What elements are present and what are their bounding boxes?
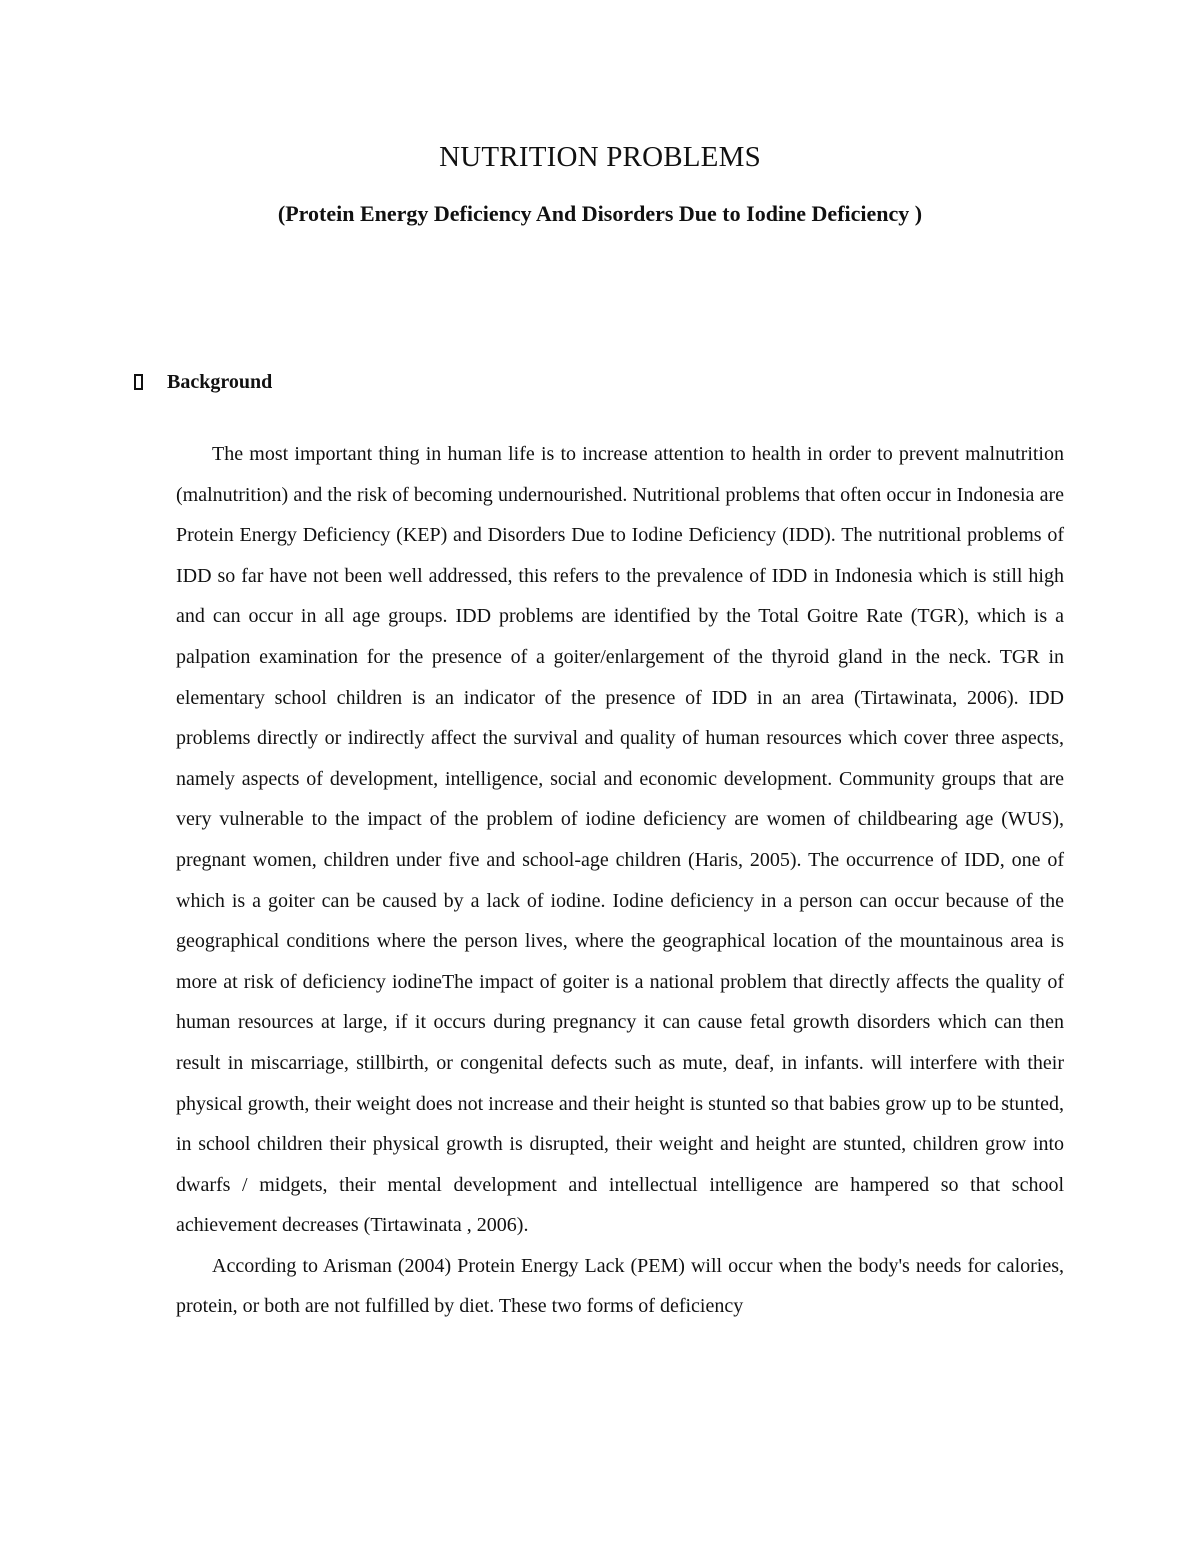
section-title: Background — [167, 370, 273, 393]
paragraph: The most important thing in human life is to increase attention to health in order to prevent malnutrition (malnutrition) and the risk of becoming undernourished. Nutritional problems that often occur in Indonesia are Protein Energy Deficiency (KEP) and Disorders Due to Iodine Deficiency (IDD). The nutritional problems of IDD so far have not been well addressed, this refers to the prevalence of IDD in Indonesia which is still high and can occur in all age groups. IDD problems are identified by the Total Goitre Rate (TGR), which is a palpation examination for the presence of a goiter/enlargement of the thyroid gland in the neck. TGR in elementary school children is an indicator of the presence of IDD in an area (Tirtawinata, 2006). IDD problems directly or indirectly affect the survival and quality of human resources which cover three aspects, namely aspects of development, intelligence, social and economic development. Community groups that are very vulnerable to the impact of the problem of iodine deficiency are women of childbearing age (WUS), pregnant women, children under five and school-age children (Haris, 2005). The occurrence of IDD, one of which is a goiter can be caused by a lack of iodine. Iodine deficiency in a person can occur because of the geographical conditions where the person lives, where the geographical location of the mountainous area is more at risk of deficiency iodineThe impact of goiter is a national problem that directly affects the quality of human resources at large, if it occurs during pregnancy it can cause fetal growth disorders which can then result in miscarriage, stillbirth, or congenital defects such as mute, deaf, in infants. will interfere with their physical growth, their weight does not increase and their height is stunted so that babies grow up to be stunted, in school children their physical growth is disrupted, their weight and height are stunted, children grow into dwarfs / midgets, their mental development and intellectual intelligence are hampered so that school achievement decreases (Tirtawinata , 2006). — [176, 443, 1064, 1237]
body-text — [176, 434, 1064, 1327]
square-bullet-icon — [134, 374, 143, 390]
paragraph: According to Arisman (2004) Protein Energy Lack (PEM) will occur when the body's needs for calories, protein, or both are not fulfilled by diet. These two forms of deficiency — [176, 1254, 1064, 1318]
document-subtitle: (Protein Energy Deficiency And Disorders Due to Iodine Deficiency ) — [277, 201, 923, 226]
section-heading — [134, 366, 272, 398]
document-title: NUTRITION PROBLEMS — [439, 141, 761, 173]
